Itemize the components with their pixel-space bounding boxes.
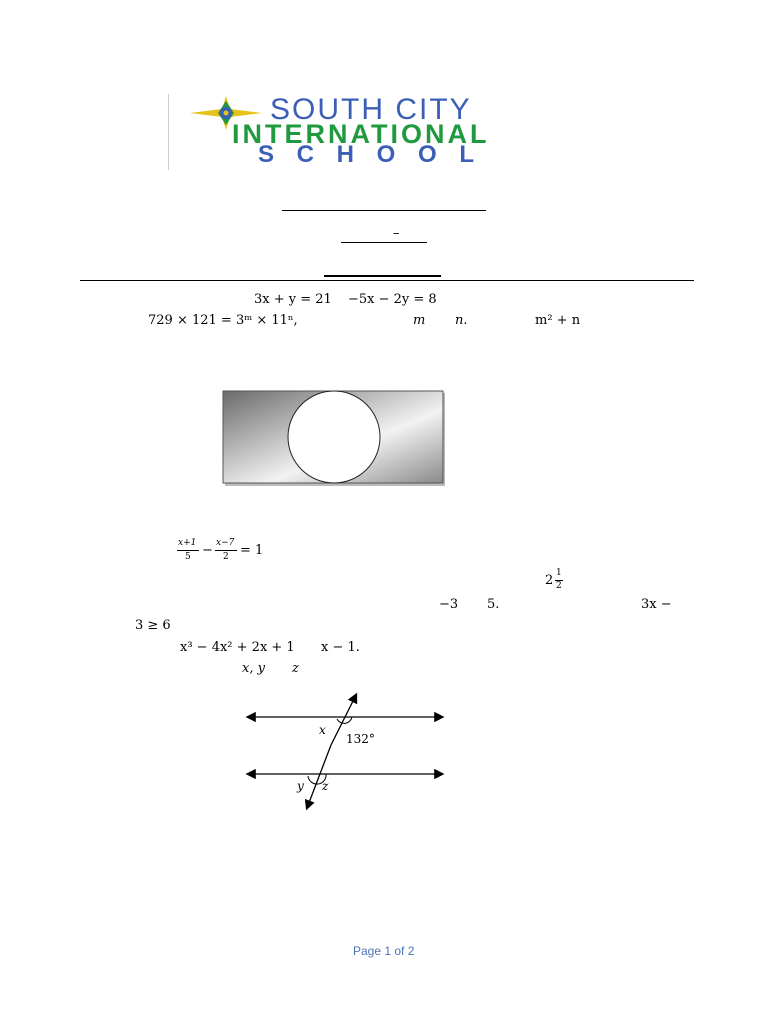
q4-fraction-bar-1 [177,550,199,551]
angle-label-y: y [297,779,304,793]
q2-var-n: n. [455,313,468,328]
angle-label-x: x [319,723,326,737]
q5-numerator: 1 [556,568,562,578]
subtitle-underline [341,242,427,243]
q6-bound-high: 5. [487,597,500,612]
q2-expression: 729 × 121 = 3ᵐ × 11ⁿ, [148,313,298,328]
q5-denominator: 2 [556,581,562,591]
q4-numerator-1: x+1 [178,538,197,548]
logo-line-school: S C H O O L [258,141,483,168]
q2-var-m: m [413,313,426,328]
parallel-lines-figure [240,690,450,812]
q6-bound-low: −3 [439,597,459,612]
angle-label-132: 132° [346,732,375,746]
logo-line-international: INTERNATIONAL [232,119,490,149]
q4-rhs: = 1 [240,543,264,558]
q7-polynomial: x³ − 4x² + 2x + 1 [180,640,295,655]
angle-label-z: z [322,779,329,793]
rectangle-circle-figure [222,390,448,490]
q6-inequality-part-2: 3 ≥ 6 [135,618,171,633]
q1-equation-1: 3x + y = 21 [254,292,332,307]
title-underline [282,210,486,211]
q4-denominator-2: 2 [223,552,229,562]
logo-line-south-city: SOUTH CITY [270,93,472,126]
q8-var-z: z [292,661,299,676]
q4-equation [176,538,276,568]
logo-divider [168,94,169,170]
q4-denominator-1: 5 [185,552,191,562]
q1-equation-2: −5x − 2y = 8 [348,292,437,307]
q5-whole: 2 [545,573,554,588]
subtitle-dash: – [393,226,400,241]
q4-fraction-bar-2 [215,550,237,551]
q6-inequality-part-1: 3x − [641,597,672,612]
q4-minus: − [202,543,213,558]
page-number: Page 1 of 2 [353,944,415,958]
q2-target-expression: m² + n [535,313,581,328]
q4-numerator-2: x−7 [216,538,235,548]
header-rule [80,280,694,281]
q8-variables: x, y [242,661,265,676]
school-logo [166,92,596,170]
q7-divisor: x − 1. [321,640,360,655]
parallel-lines-diagram [240,690,450,812]
q5-mixed-number [545,568,569,596]
section-underline [324,275,441,277]
